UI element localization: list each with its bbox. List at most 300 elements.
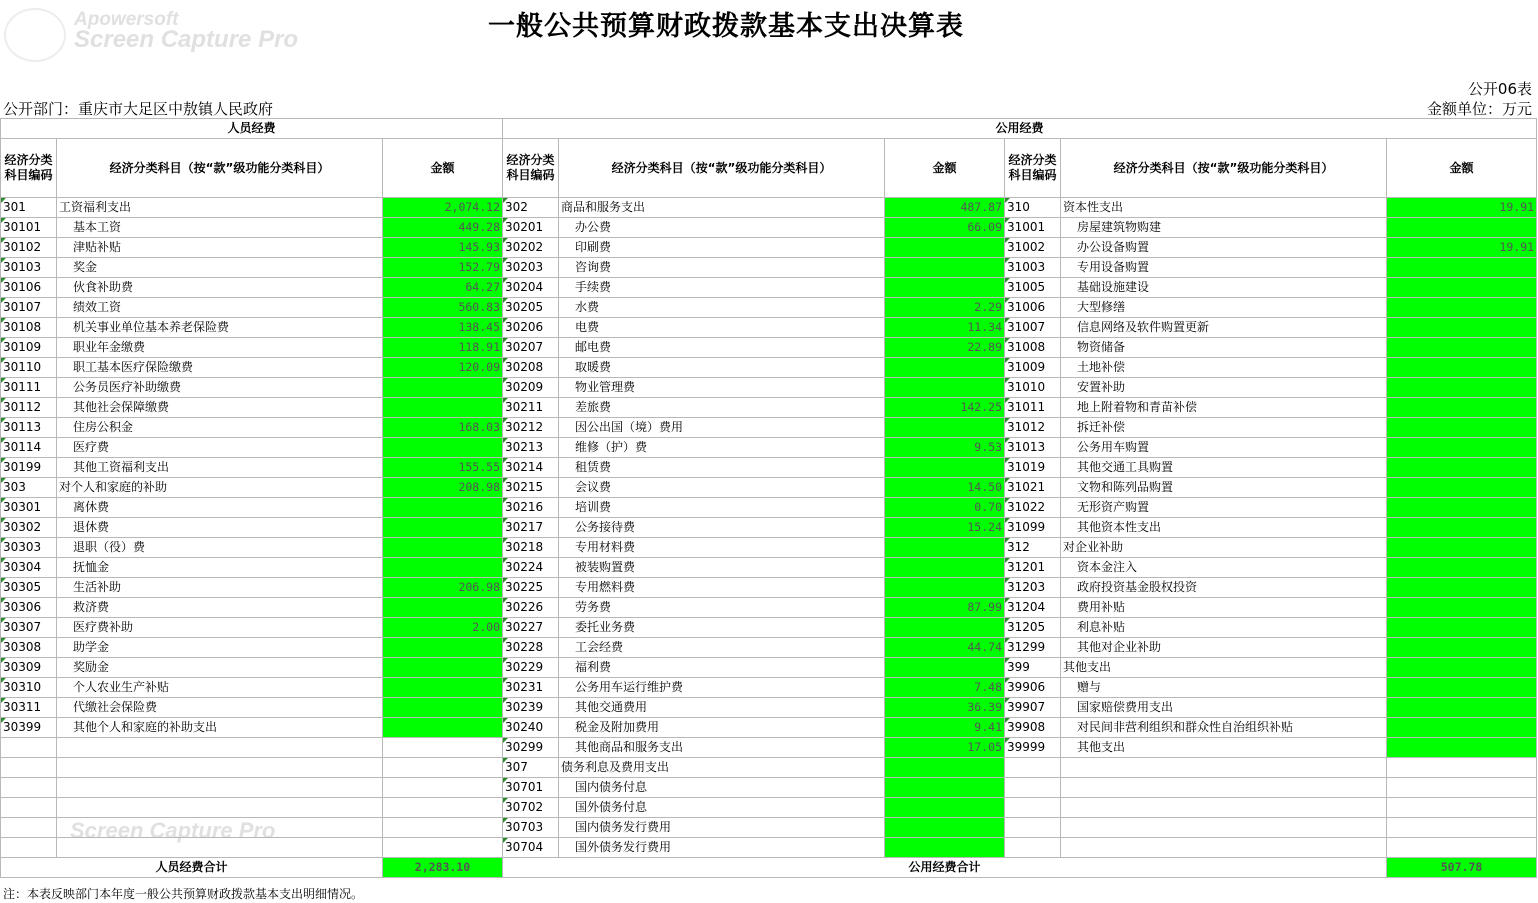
table-row [1, 698, 1537, 718]
code-cell: 31201 [1005, 558, 1061, 578]
code-cell: 30225 [503, 578, 559, 598]
code-cell: 30208 [503, 358, 559, 378]
header-amount: 金额 [885, 139, 1005, 198]
code-cell: 301 [1, 198, 57, 218]
code-cell: 31001 [1005, 218, 1061, 238]
item-name-cell: 公务用车运行维护费 [559, 678, 885, 698]
code-cell [1, 738, 57, 758]
code-cell: 30199 [1, 458, 57, 478]
code-cell: 30113 [1, 418, 57, 438]
code-cell: 30110 [1, 358, 57, 378]
item-name-cell [57, 838, 383, 858]
amount-cell: 120.09 [383, 358, 503, 378]
item-name-cell: 电费 [559, 318, 885, 338]
item-name-cell: 邮电费 [559, 338, 885, 358]
code-cell: 30240 [503, 718, 559, 738]
amount-cell [1387, 838, 1537, 858]
code-cell: 31013 [1005, 438, 1061, 458]
table-row [1, 418, 1537, 438]
code-cell: 31007 [1005, 318, 1061, 338]
amount-cell [1387, 678, 1537, 698]
amount-cell [885, 358, 1005, 378]
table-row [1, 558, 1537, 578]
item-name-cell: 国外债务发行费用 [559, 838, 885, 858]
code-cell: 39907 [1005, 698, 1061, 718]
item-name-cell: 公务接待费 [559, 518, 885, 538]
table-row [1, 458, 1537, 478]
item-name-cell: 无形资产购置 [1061, 498, 1387, 518]
code-cell [1005, 778, 1061, 798]
item-name-cell [57, 738, 383, 758]
header-amount: 金额 [1387, 139, 1537, 198]
table-row [1, 318, 1537, 338]
code-cell: 30399 [1, 718, 57, 738]
code-cell: 31003 [1005, 258, 1061, 278]
code-cell: 30204 [503, 278, 559, 298]
code-cell: 30203 [503, 258, 559, 278]
item-name-cell: 其他对企业补助 [1061, 638, 1387, 658]
item-name-cell: 水费 [559, 298, 885, 318]
amount-cell [1387, 438, 1537, 458]
amount-cell: 138.45 [383, 318, 503, 338]
item-name-cell: 物资储备 [1061, 338, 1387, 358]
header-code: 经济分类科目编码 [1, 139, 57, 198]
code-cell: 312 [1005, 538, 1061, 558]
item-name-cell: 资本性支出 [1061, 198, 1387, 218]
table-row [1, 258, 1537, 278]
code-cell: 30310 [1, 678, 57, 698]
amount-cell [1387, 618, 1537, 638]
watermark-line2: Screen Capture Pro [74, 26, 299, 53]
amount-cell [885, 378, 1005, 398]
amount-cell: 9.53 [885, 438, 1005, 458]
item-name-cell: 物业管理费 [559, 378, 885, 398]
item-name-cell: 利息补贴 [1061, 618, 1387, 638]
code-cell [1, 838, 57, 858]
item-name-cell: 租赁费 [559, 458, 885, 478]
code-cell: 31012 [1005, 418, 1061, 438]
item-name-cell: 津贴补贴 [57, 238, 383, 258]
table-row [1, 198, 1537, 218]
amount-cell: 17.05 [885, 738, 1005, 758]
amount-unit: 金额单位：万元 [1426, 100, 1532, 118]
item-name-cell: 救济费 [57, 598, 383, 618]
amount-cell [383, 438, 503, 458]
code-cell: 30703 [503, 818, 559, 838]
item-name-cell: 拆迁补偿 [1061, 418, 1387, 438]
amount-cell [1387, 318, 1537, 338]
item-name-cell: 离休费 [57, 498, 383, 518]
code-cell: 39999 [1005, 738, 1061, 758]
amount-cell: 145.93 [383, 238, 503, 258]
amount-cell [383, 838, 503, 858]
item-name-cell: 福利费 [559, 658, 885, 678]
item-name-cell: 土地补偿 [1061, 358, 1387, 378]
item-name-cell: 其他支出 [1061, 658, 1387, 678]
item-name-cell: 专用燃料费 [559, 578, 885, 598]
amount-cell [885, 658, 1005, 678]
item-name-cell: 代缴社会保险费 [57, 698, 383, 718]
code-cell: 31008 [1005, 338, 1061, 358]
code-cell: 31005 [1005, 278, 1061, 298]
code-cell: 31002 [1005, 238, 1061, 258]
code-cell: 30207 [503, 338, 559, 358]
item-name-cell: 安置补助 [1061, 378, 1387, 398]
amount-cell [1387, 398, 1537, 418]
amount-cell [1387, 758, 1537, 778]
table-row [1, 578, 1537, 598]
amount-cell [885, 838, 1005, 858]
amount-cell [885, 458, 1005, 478]
amount-cell: 449.28 [383, 218, 503, 238]
table-row [1, 718, 1537, 738]
amount-cell: 155.55 [383, 458, 503, 478]
code-cell: 303 [1, 478, 57, 498]
department: 公开部门：重庆市大足区中敖镇人民政府 [3, 100, 274, 118]
amount-cell: 487.87 [885, 198, 1005, 218]
amount-cell: 66.09 [885, 218, 1005, 238]
item-name-cell: 抚恤金 [57, 558, 383, 578]
table-row [1, 678, 1537, 698]
amount-cell: 152.79 [383, 258, 503, 278]
amount-cell [383, 598, 503, 618]
table-row [1, 818, 1537, 838]
amount-cell [1387, 778, 1537, 798]
code-cell: 30205 [503, 298, 559, 318]
item-name-cell: 其他社会保障缴费 [57, 398, 383, 418]
table-row [1, 758, 1537, 778]
item-name-cell [1061, 838, 1387, 858]
item-name-cell: 专用材料费 [559, 538, 885, 558]
item-name-cell: 税金及附加费用 [559, 718, 885, 738]
amount-cell [383, 758, 503, 778]
item-name-cell: 信息网络及软件购置更新 [1061, 318, 1387, 338]
item-name-cell: 奖金 [57, 258, 383, 278]
personnel-total-value: 2,283.10 [383, 858, 503, 878]
amount-cell: 7.48 [885, 678, 1005, 698]
amount-cell [1387, 478, 1537, 498]
item-name-cell: 债务利息及费用支出 [559, 758, 885, 778]
item-name-cell: 取暖费 [559, 358, 885, 378]
code-cell: 30209 [503, 378, 559, 398]
amount-cell [1387, 358, 1537, 378]
amount-cell: 2.00 [383, 618, 503, 638]
item-name-cell: 大型修缮 [1061, 298, 1387, 318]
item-name-cell: 基本工资 [57, 218, 383, 238]
code-cell: 30226 [503, 598, 559, 618]
section-public: 公用经费 [503, 119, 1537, 139]
amount-cell [885, 538, 1005, 558]
amount-cell [383, 698, 503, 718]
amount-cell: 19.91 [1387, 198, 1537, 218]
code-cell: 30228 [503, 638, 559, 658]
code-cell: 31204 [1005, 598, 1061, 618]
item-name-cell: 其他个人和家庭的补助支出 [57, 718, 383, 738]
code-cell: 39906 [1005, 678, 1061, 698]
amount-cell [1387, 798, 1537, 818]
amount-cell [885, 418, 1005, 438]
item-name-cell [57, 758, 383, 778]
item-name-cell: 手续费 [559, 278, 885, 298]
code-cell: 31099 [1005, 518, 1061, 538]
table-row [1, 598, 1537, 618]
code-cell: 31009 [1005, 358, 1061, 378]
item-name-cell: 赠与 [1061, 678, 1387, 698]
section-personnel: 人员经费 [1, 119, 503, 139]
header-name: 经济分类科目（按“款”级功能分类科目） [559, 139, 885, 198]
amount-cell: 9.41 [885, 718, 1005, 738]
code-cell: 30212 [503, 418, 559, 438]
item-name-cell: 个人农业生产补贴 [57, 678, 383, 698]
amount-cell [383, 818, 503, 838]
watermark-line1: Apowersoft [74, 9, 179, 30]
code-cell [1, 778, 57, 798]
amount-cell [1387, 418, 1537, 438]
amount-cell [383, 798, 503, 818]
amount-cell [383, 738, 503, 758]
item-name-cell [57, 798, 383, 818]
code-cell: 30239 [503, 698, 559, 718]
code-cell: 302 [503, 198, 559, 218]
item-name-cell: 机关事业单位基本养老保险费 [57, 318, 383, 338]
code-cell: 30106 [1, 278, 57, 298]
code-cell: 30704 [503, 838, 559, 858]
item-name-cell: 商品和服务支出 [559, 198, 885, 218]
code-cell: 30216 [503, 498, 559, 518]
expenditure-table [0, 118, 1537, 878]
code-cell: 30213 [503, 438, 559, 458]
code-cell: 31010 [1005, 378, 1061, 398]
item-name-cell: 医疗费补助 [57, 618, 383, 638]
amount-cell [1387, 658, 1537, 678]
item-name-cell: 公务员医疗补助缴费 [57, 378, 383, 398]
code-cell: 30305 [1, 578, 57, 598]
item-name-cell: 会议费 [559, 478, 885, 498]
code-cell: 30214 [503, 458, 559, 478]
code-cell: 30224 [503, 558, 559, 578]
item-name-cell: 其他支出 [1061, 738, 1387, 758]
amount-cell [1387, 638, 1537, 658]
item-name-cell: 工资福利支出 [57, 198, 383, 218]
code-cell: 30112 [1, 398, 57, 418]
code-cell: 30299 [503, 738, 559, 758]
amount-cell [1387, 218, 1537, 238]
item-name-cell: 绩效工资 [57, 298, 383, 318]
item-name-cell [1061, 778, 1387, 798]
amount-cell [1387, 578, 1537, 598]
amount-cell [383, 538, 503, 558]
item-name-cell: 差旅费 [559, 398, 885, 418]
amount-cell [383, 658, 503, 678]
amount-cell [1387, 698, 1537, 718]
item-name-cell: 资本金注入 [1061, 558, 1387, 578]
item-name-cell: 职工基本医疗保险缴费 [57, 358, 383, 378]
item-name-cell: 医疗费 [57, 438, 383, 458]
table-row [1, 738, 1537, 758]
code-cell: 31299 [1005, 638, 1061, 658]
header-name: 经济分类科目（按“款”级功能分类科目） [1061, 139, 1387, 198]
code-cell: 31011 [1005, 398, 1061, 418]
code-cell: 30108 [1, 318, 57, 338]
item-name-cell: 文物和陈列品购置 [1061, 478, 1387, 498]
amount-cell [885, 258, 1005, 278]
item-name-cell: 生活补助 [57, 578, 383, 598]
table-row [1, 238, 1537, 258]
amount-cell: 560.83 [383, 298, 503, 318]
table-row [1, 778, 1537, 798]
item-name-cell: 工会经费 [559, 638, 885, 658]
code-cell: 30311 [1, 698, 57, 718]
item-name-cell: 办公设备购置 [1061, 238, 1387, 258]
code-cell: 310 [1005, 198, 1061, 218]
code-cell: 30227 [503, 618, 559, 638]
code-cell: 30103 [1, 258, 57, 278]
item-name-cell [57, 778, 383, 798]
amount-cell [383, 378, 503, 398]
amount-cell: 64.27 [383, 278, 503, 298]
table-row [1, 298, 1537, 318]
code-cell: 30306 [1, 598, 57, 618]
item-name-cell: 专用设备购置 [1061, 258, 1387, 278]
code-cell: 30307 [1, 618, 57, 638]
item-name-cell: 其他工资福利支出 [57, 458, 383, 478]
code-cell: 30107 [1, 298, 57, 318]
item-name-cell: 奖励金 [57, 658, 383, 678]
item-name-cell: 其他商品和服务支出 [559, 738, 885, 758]
item-name-cell: 对企业补助 [1061, 538, 1387, 558]
item-name-cell: 维修（护）费 [559, 438, 885, 458]
amount-cell [885, 798, 1005, 818]
code-cell: 30701 [503, 778, 559, 798]
code-cell [1005, 758, 1061, 778]
code-cell: 30229 [503, 658, 559, 678]
amount-cell [1387, 518, 1537, 538]
table-row [1, 618, 1537, 638]
item-name-cell: 印刷费 [559, 238, 885, 258]
code-cell: 30303 [1, 538, 57, 558]
amount-cell [383, 778, 503, 798]
table-row [1, 438, 1537, 458]
amount-cell: 87.99 [885, 598, 1005, 618]
item-name-cell: 因公出国（境）费用 [559, 418, 885, 438]
code-cell: 39908 [1005, 718, 1061, 738]
amount-cell: 14.50 [885, 478, 1005, 498]
code-cell [1, 818, 57, 838]
code-cell: 30202 [503, 238, 559, 258]
item-name-cell [1061, 818, 1387, 838]
code-cell: 31205 [1005, 618, 1061, 638]
amount-cell [1387, 598, 1537, 618]
amount-cell [383, 558, 503, 578]
code-cell: 30114 [1, 438, 57, 458]
item-name-cell: 其他交通费用 [559, 698, 885, 718]
code-cell: 31022 [1005, 498, 1061, 518]
item-name-cell: 国内债务发行费用 [559, 818, 885, 838]
item-name-cell: 委托业务费 [559, 618, 885, 638]
code-cell: 399 [1005, 658, 1061, 678]
amount-cell [383, 638, 503, 658]
item-name-cell: 咨询费 [559, 258, 885, 278]
personnel-total-label: 人员经费合计 [1, 858, 383, 878]
item-name-cell [57, 818, 383, 838]
header-amount: 金额 [383, 139, 503, 198]
table-row [1, 838, 1537, 858]
code-cell: 30231 [503, 678, 559, 698]
amount-cell [885, 778, 1005, 798]
amount-cell [1387, 818, 1537, 838]
code-cell [1005, 798, 1061, 818]
amount-cell [383, 678, 503, 698]
amount-cell [1387, 498, 1537, 518]
item-name-cell: 对个人和家庭的补助 [57, 478, 383, 498]
amount-cell [885, 758, 1005, 778]
watermark-bottom: Screen Capture Pro [70, 818, 276, 843]
header-name: 经济分类科目（按“款”级功能分类科目） [57, 139, 383, 198]
code-cell: 30101 [1, 218, 57, 238]
amount-cell: 142.25 [885, 398, 1005, 418]
item-name-cell: 住房公积金 [57, 418, 383, 438]
code-cell: 30702 [503, 798, 559, 818]
amount-cell [1387, 298, 1537, 318]
amount-cell [383, 718, 503, 738]
amount-cell [1387, 538, 1537, 558]
amount-cell: 0.70 [885, 498, 1005, 518]
amount-cell: 2,074.12 [383, 198, 503, 218]
amount-cell [1387, 278, 1537, 298]
item-name-cell: 培训费 [559, 498, 885, 518]
amount-cell: 118.91 [383, 338, 503, 358]
page-title: 一般公共预算财政拨款基本支出决算表 [488, 11, 964, 42]
item-name-cell: 被装购置费 [559, 558, 885, 578]
code-cell: 30308 [1, 638, 57, 658]
code-cell: 30201 [503, 218, 559, 238]
amount-cell: 44.74 [885, 638, 1005, 658]
code-cell: 31021 [1005, 478, 1061, 498]
code-cell: 307 [503, 758, 559, 778]
code-cell [1, 758, 57, 778]
table-row [1, 478, 1537, 498]
amount-cell [383, 498, 503, 518]
table-row [1, 278, 1537, 298]
amount-cell [383, 398, 503, 418]
amount-cell [885, 618, 1005, 638]
amount-cell: 15.24 [885, 518, 1005, 538]
item-name-cell: 对民间非营利组织和群众性自治组织补贴 [1061, 718, 1387, 738]
amount-cell: 168.03 [383, 418, 503, 438]
item-name-cell: 助学金 [57, 638, 383, 658]
public-total-value: 507.78 [1387, 858, 1537, 878]
code-cell: 30304 [1, 558, 57, 578]
public-total-label: 公用经费合计 [503, 858, 1387, 878]
table-number: 公开06表 [1467, 80, 1532, 98]
code-cell: 30215 [503, 478, 559, 498]
code-cell: 30309 [1, 658, 57, 678]
code-cell: 30206 [503, 318, 559, 338]
amount-cell [1387, 458, 1537, 478]
item-name-cell: 基础设施建设 [1061, 278, 1387, 298]
code-cell: 30111 [1, 378, 57, 398]
code-cell: 30218 [503, 538, 559, 558]
code-cell: 30102 [1, 238, 57, 258]
code-cell [1005, 838, 1061, 858]
amount-cell: 22.89 [885, 338, 1005, 358]
code-cell: 31203 [1005, 578, 1061, 598]
item-name-cell [1061, 758, 1387, 778]
table-row [1, 518, 1537, 538]
item-name-cell: 职业年金缴费 [57, 338, 383, 358]
code-cell: 31006 [1005, 298, 1061, 318]
amount-cell [1387, 718, 1537, 738]
